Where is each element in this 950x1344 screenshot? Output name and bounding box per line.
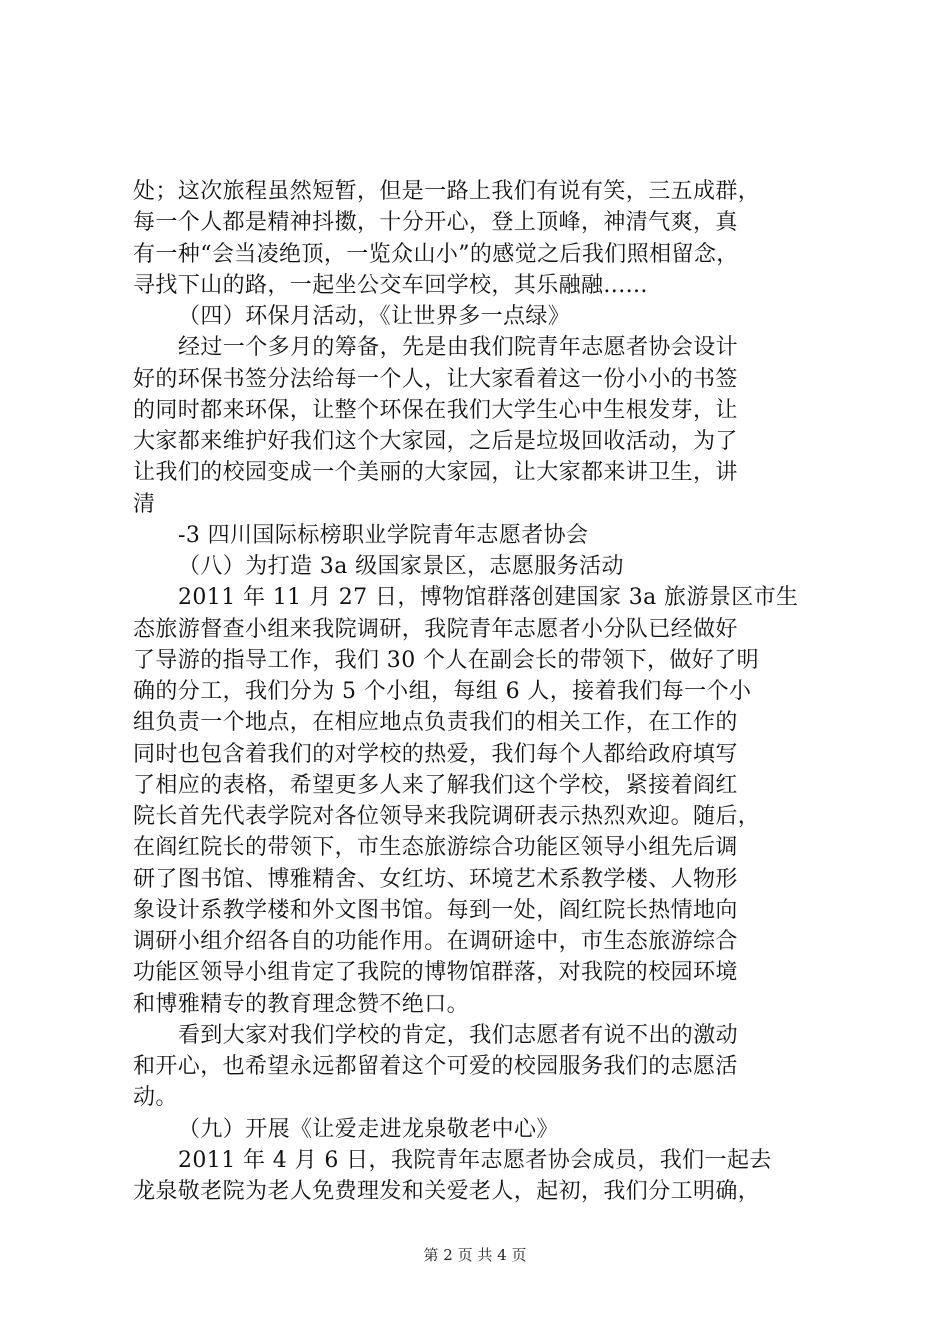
- text-line: 大家都来维护好我们这个大家园，之后是垃圾回收活动，为了: [133, 429, 738, 454]
- text-line: 组负责一个地点，在相应地点负责我们的相关工作，在工作的: [133, 710, 738, 736]
- text-line: 2011 年 11 月 27 日，博物馆群落创建国家 3a 旅游景区市生: [178, 585, 799, 611]
- text-line: 了相应的表格，希望更多人来了解我们这个学校，紧接着阎红: [133, 772, 738, 798]
- section-heading: （九）开展《让爱走进龙泉敬老中心》: [178, 1116, 559, 1142]
- text-line: 龙泉敬老院为老人免费理发和关爱老人，起初，我们分工明确，: [133, 1179, 761, 1204]
- section-heading: （四）环保月活动，《让世界多一点绿》: [178, 304, 571, 329]
- text-line: 有一种“会当凌绝顶，一览众山小”的感觉之后我们照相留念，: [133, 241, 739, 267]
- text-line: 功能区领导小组肯定了我院的博物馆群落，对我院的校园环境: [133, 960, 738, 986]
- text-line: 经过一个多月的筹备，先是由我们院青年志愿者协会设计: [178, 335, 739, 361]
- text-line: 了导游的指导工作，我们 30 个人在副会长的带领下，做好了明: [133, 647, 759, 673]
- text-line: 的同时都来环保，让整个环保在我们大学生心中生根发芽，让: [133, 397, 738, 423]
- document-body: [133, 176, 833, 1207]
- text-line: 每一个人都是精神抖擞，十分开心，登上顶峰，神清气爽，真: [133, 210, 738, 236]
- text-line: 处；这次旅程虽然短暂，但是一路上我们有说有笑，三五成群，: [133, 179, 761, 204]
- text-line: 和博雅精专的教育理念赞不绝口。: [133, 991, 470, 1017]
- text-line: 清: [133, 491, 156, 517]
- text-line: 同时也包含着我们的对学校的热爱，我们每个人都给政府填写: [133, 741, 738, 767]
- page-number: 第 2 页 共 4 页: [423, 1246, 527, 1264]
- text-line: 看到大家对我们学校的肯定，我们志愿者有说不出的激动: [178, 1022, 739, 1048]
- text-line: 调研小组介绍各自的功能作用。在调研途中，市生态旅游综合: [133, 929, 738, 954]
- text-line: 在阎红院长的带领下，市生态旅游综合功能区领导小组先后调: [133, 835, 738, 861]
- text-line: 和开心，也希望永远都留着这个可爱的校园服务我们的志愿活: [133, 1054, 738, 1079]
- text-line: 让我们的校园变成一个美丽的大家园，让大家都来讲卫生，讲: [133, 460, 738, 486]
- section-heading: （八）为打造 3a 级国家景区，志愿服务活动: [178, 554, 624, 579]
- organization-line: -3 四川国际标榜职业学院青年志愿者协会: [178, 522, 589, 548]
- text-line: 好的环保书签分法给每一个人，让大家看着这一份小小的书签: [133, 366, 738, 392]
- text-line: 象设计系教学楼和外文图书馆。每到一处，阎红院长热情地向: [133, 897, 738, 923]
- text-line: 寻找下山的路，一起坐公交车回学校，其乐融融......: [133, 272, 648, 298]
- text-line: 院长首先代表学院对各位领导来我院调研表示热烈欢迎。随后，: [133, 804, 761, 829]
- text-line: 动。: [133, 1085, 178, 1111]
- text-line: 研了图书馆、博雅精舍、女红坊、环境艺术系教学楼、人物形: [133, 866, 738, 892]
- text-line: 2011 年 4 月 6 日，我院青年志愿者协会成员，我们一起去: [178, 1147, 772, 1173]
- text-line: 态旅游督查小组来我院调研，我院青年志愿者小分队已经做好: [133, 616, 738, 642]
- text-line: 确的分工，我们分为 5 个小组，每组 6 人，接着我们每一个小: [133, 679, 752, 704]
